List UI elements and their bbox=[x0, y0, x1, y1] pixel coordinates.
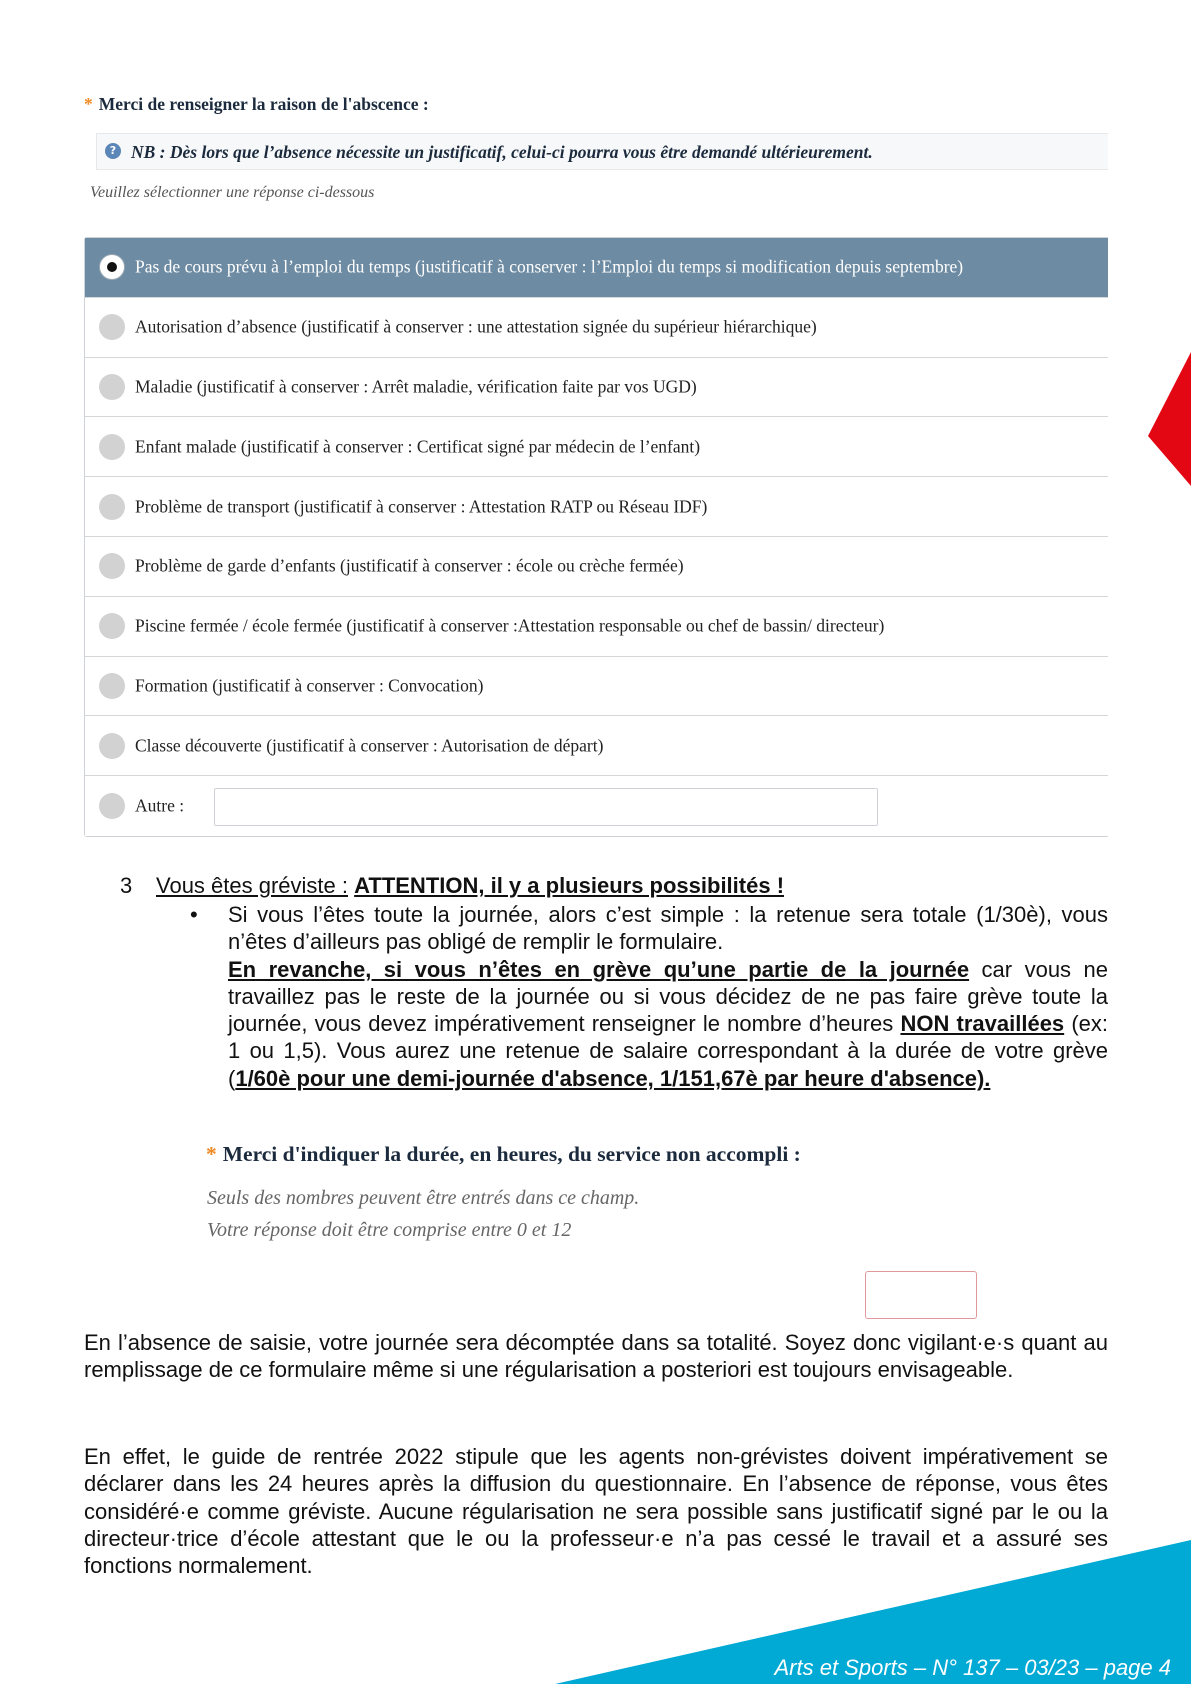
paragraph-no-entry: En l’absence de saisie, votre journée sera décomptée dans sa totalité. Soyez donc vigilant·e·s quant au remplissage de ce formulaire même si une régularisation a posteriori est toujours envisageable. bbox=[84, 1330, 1108, 1383]
option-sick-child[interactable] bbox=[85, 417, 1108, 477]
option-pool-closed[interactable] bbox=[85, 597, 1108, 657]
absence-reason-title: Merci de renseigner la raison de l'abscence : bbox=[98, 94, 429, 114]
radio-button[interactable] bbox=[99, 613, 125, 639]
radio-button[interactable] bbox=[99, 494, 125, 520]
hours-question bbox=[206, 1142, 801, 1167]
option-training[interactable] bbox=[85, 657, 1108, 717]
deduction-text: (ex: 1 ou 1,5). Vous aurez une retenue de salaire correspondant à la durée de votre grève ( bbox=[228, 1011, 1109, 1091]
red-triangle-decoration bbox=[1148, 352, 1191, 486]
bullet-line-1: Si vous l’êtes toute la journée, alors c’est simple : la retenue sera totale (1/30è), vous n’êtes d’ailleurs pas obligé de remplir le formulaire. bbox=[228, 902, 1108, 955]
radio-button[interactable] bbox=[99, 553, 125, 579]
option-illness[interactable] bbox=[85, 358, 1108, 418]
required-star: * bbox=[84, 94, 93, 114]
option-label: Autorisation d’absence (justificatif à conserver : une attestation signée du supérieur hiérarchique) bbox=[135, 316, 817, 337]
option-label: Problème de garde d’enfants (justificatif à conserver : école ou crèche fermée) bbox=[135, 555, 684, 576]
radio-button[interactable] bbox=[99, 733, 125, 759]
deduction-rates: 1/60è pour une demi-journée d'absence, 1/151,67è par heure d'absence). bbox=[235, 1065, 991, 1091]
section-3-bullet bbox=[228, 901, 1108, 1092]
bullet-icon: • bbox=[190, 902, 198, 927]
radio-button[interactable] bbox=[99, 374, 125, 400]
non-worked-emphasis: NON travaillées bbox=[900, 1011, 1065, 1037]
option-authorization[interactable] bbox=[85, 298, 1108, 358]
section-lead: Vous êtes gréviste : bbox=[156, 873, 348, 898]
section-number: 3 bbox=[120, 873, 133, 898]
other-reason-input[interactable] bbox=[214, 788, 878, 826]
option-label: Pas de cours prévu à l’emploi du temps (justificatif à conserver : l’Emploi du temps si modification depuis septembre) bbox=[135, 256, 964, 277]
hours-question-title: Merci d'indiquer la durée, en heures, du service non accompli : bbox=[222, 1142, 801, 1166]
option-label: Enfant malade (justificatif à conserver : Certificat signé par médecin de l’enfant) bbox=[135, 436, 701, 457]
partial-strike-text: car vous ne travaillez pas le reste de la journée ou si vous décidez de ne pas faire grève toute la journée, vous devez impérativement renseigner le nombre d’heures bbox=[228, 956, 1108, 1037]
option-label: Maladie (justificatif à conserver : Arrêt maladie, vérification faite par vos UGD) bbox=[135, 376, 697, 397]
option-label: Problème de transport (justificatif à conserver : Attestation RATP ou Réseau IDF) bbox=[135, 496, 708, 517]
section-3-heading bbox=[120, 873, 784, 899]
radio-button-selected[interactable] bbox=[99, 254, 125, 280]
option-discovery-class[interactable] bbox=[85, 716, 1108, 776]
nb-text: NB : Dès lors que l’absence nécessite un justificatif, celui-ci pourra vous être demandé ultérieurement. bbox=[131, 142, 873, 162]
option-label: Autre : bbox=[135, 795, 185, 816]
option-transport[interactable] bbox=[85, 477, 1108, 537]
radio-button[interactable] bbox=[99, 434, 125, 460]
option-label: Piscine fermée / école fermée (justificatif à conserver :Attestation responsable ou chef de bassin/ directeur) bbox=[135, 615, 885, 636]
absence-reason-options bbox=[84, 237, 1108, 837]
radio-button[interactable] bbox=[99, 793, 125, 819]
section-warning: ATTENTION, il y a plusieurs possibilités ! bbox=[354, 873, 785, 898]
nb-notice bbox=[96, 133, 1108, 170]
option-label: Formation (justificatif à conserver : Convocation) bbox=[135, 675, 484, 696]
required-star: * bbox=[206, 1142, 217, 1166]
partial-strike-emphasis: En revanche, si vous n’êtes en grève qu’une partie de la journée bbox=[228, 956, 970, 982]
radio-button[interactable] bbox=[99, 673, 125, 699]
hours-hint-numbers: Seuls des nombres peuvent être entrés dans ce champ. bbox=[207, 1187, 640, 1209]
absence-reason-question bbox=[84, 94, 429, 115]
option-no-class[interactable] bbox=[85, 238, 1108, 298]
paragraph-guide: En effet, le guide de rentrée 2022 stipule que les agents non-grévistes doivent impérativement se déclarer dans les 24 heures après la diffusion du questionnaire. En l’absence de réponse, vous êtes considéré·e comme gréviste. Aucune régularisation ne sera possible sans justificatif signé par le ou la directeur·trice d’école attestant que le ou la professeur·e n’a pas cessé le travail et a assuré ses fonctions normalement. bbox=[84, 1444, 1108, 1579]
option-other[interactable] bbox=[85, 776, 1108, 836]
bullet-line-2 bbox=[228, 956, 1108, 1092]
info-icon: ? bbox=[105, 143, 121, 159]
hours-input[interactable] bbox=[865, 1271, 977, 1319]
hours-hint-range: Votre réponse doit être comprise entre 0 et 12 bbox=[207, 1219, 572, 1241]
option-childcare[interactable] bbox=[85, 537, 1108, 597]
option-label: Classe découverte (justificatif à conserver : Autorisation de départ) bbox=[135, 735, 604, 756]
select-hint: Veuillez sélectionner une réponse ci-dessous bbox=[90, 184, 375, 201]
footer-page-info: Arts et Sports – N° 137 – 03/23 – page 4 bbox=[774, 1655, 1171, 1680]
radio-button[interactable] bbox=[99, 314, 125, 340]
